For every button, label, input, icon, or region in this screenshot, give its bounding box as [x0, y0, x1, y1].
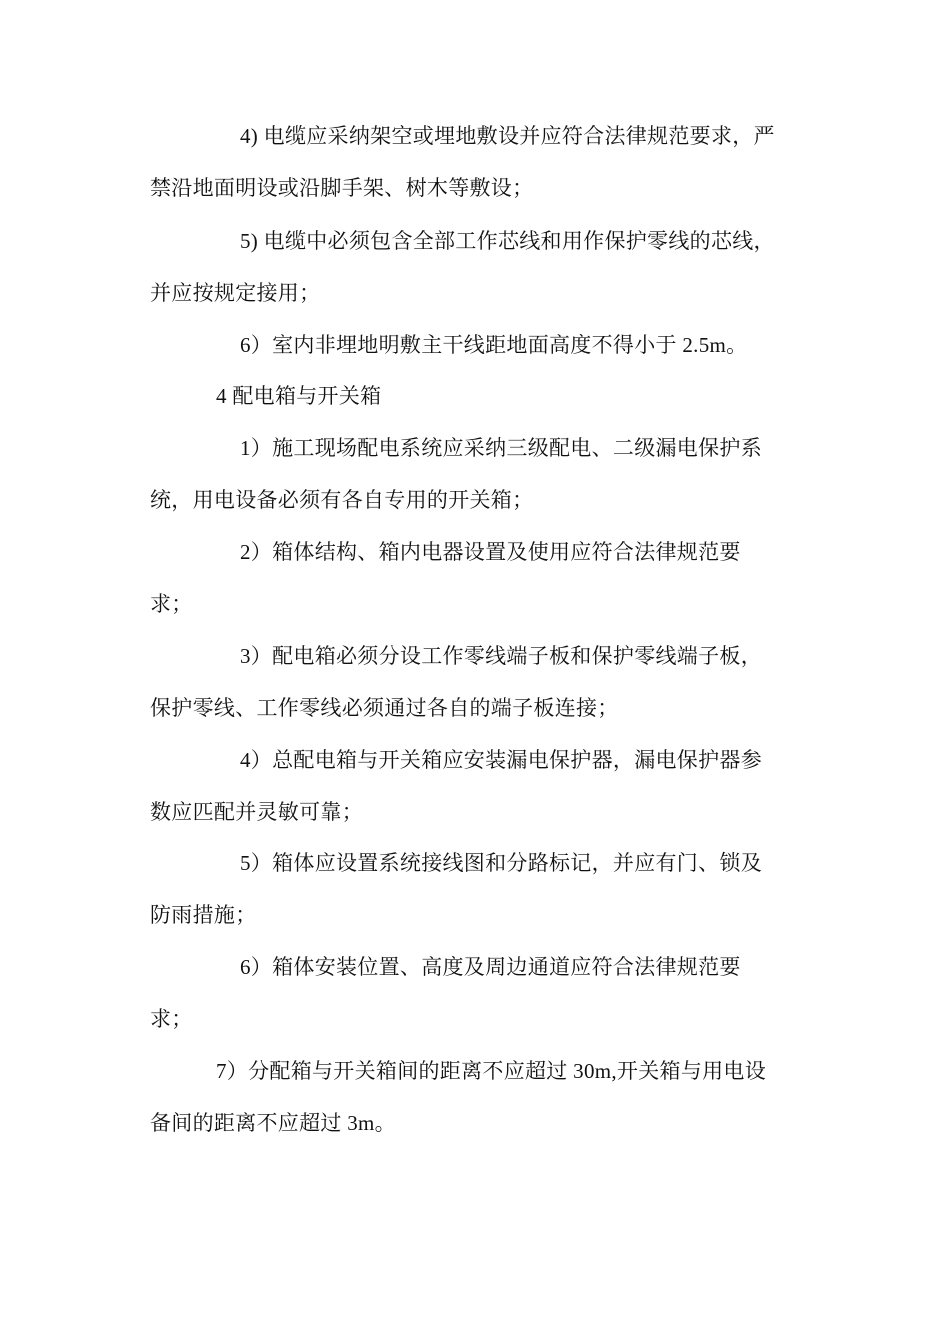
text-line: 3）配电箱必须分设工作零线端子板和保护零线端子板， [240, 644, 762, 668]
text-line: 4) 电缆应采纳架空或埋地敷设并应符合法律规范要求，严 [240, 124, 775, 148]
text-line: 5）箱体应设置系统接线图和分路标记，并应有门、锁及 [240, 851, 762, 875]
text-line: 禁沿地面明设或沿脚手架、树木等敷设； [150, 176, 534, 200]
text-line: 数应匹配并灵敏可靠； [150, 800, 363, 824]
section-heading: 4 配电箱与开关箱 [216, 384, 382, 408]
text-line: 1）施工现场配电系统应采纳三级配电、二级漏电保护系 [240, 436, 762, 460]
text-line: 备间的距离不应超过 3m。 [150, 1111, 396, 1135]
text-line: 6）室内非埋地明敷主干线距地面高度不得小于 2.5m。 [240, 333, 748, 357]
text-line: 2）箱体结构、箱内电器设置及使用应符合法律规范要 [240, 540, 741, 564]
text-line: 7）分配箱与开关箱间的距离不应超过 30m,开关箱与用电设 [216, 1059, 767, 1083]
text-line: 并应按规定接用； [150, 281, 321, 305]
text-line: 求； [150, 592, 193, 616]
text-line: 统，用电设备必须有各自专用的开关箱； [150, 488, 534, 512]
text-line: 4）总配电箱与开关箱应安装漏电保护器，漏电保护器参 [240, 748, 762, 772]
text-line: 求； [150, 1007, 193, 1031]
text-line: 防雨措施； [150, 903, 257, 927]
text-line: 6）箱体安装位置、高度及周边通道应符合法律规范要 [240, 955, 741, 979]
text-line: 保护零线、工作零线必须通过各自的端子板连接； [150, 696, 619, 720]
text-line: 5) 电缆中必须包含全部工作芯线和用作保护零线的芯线， [240, 229, 775, 253]
